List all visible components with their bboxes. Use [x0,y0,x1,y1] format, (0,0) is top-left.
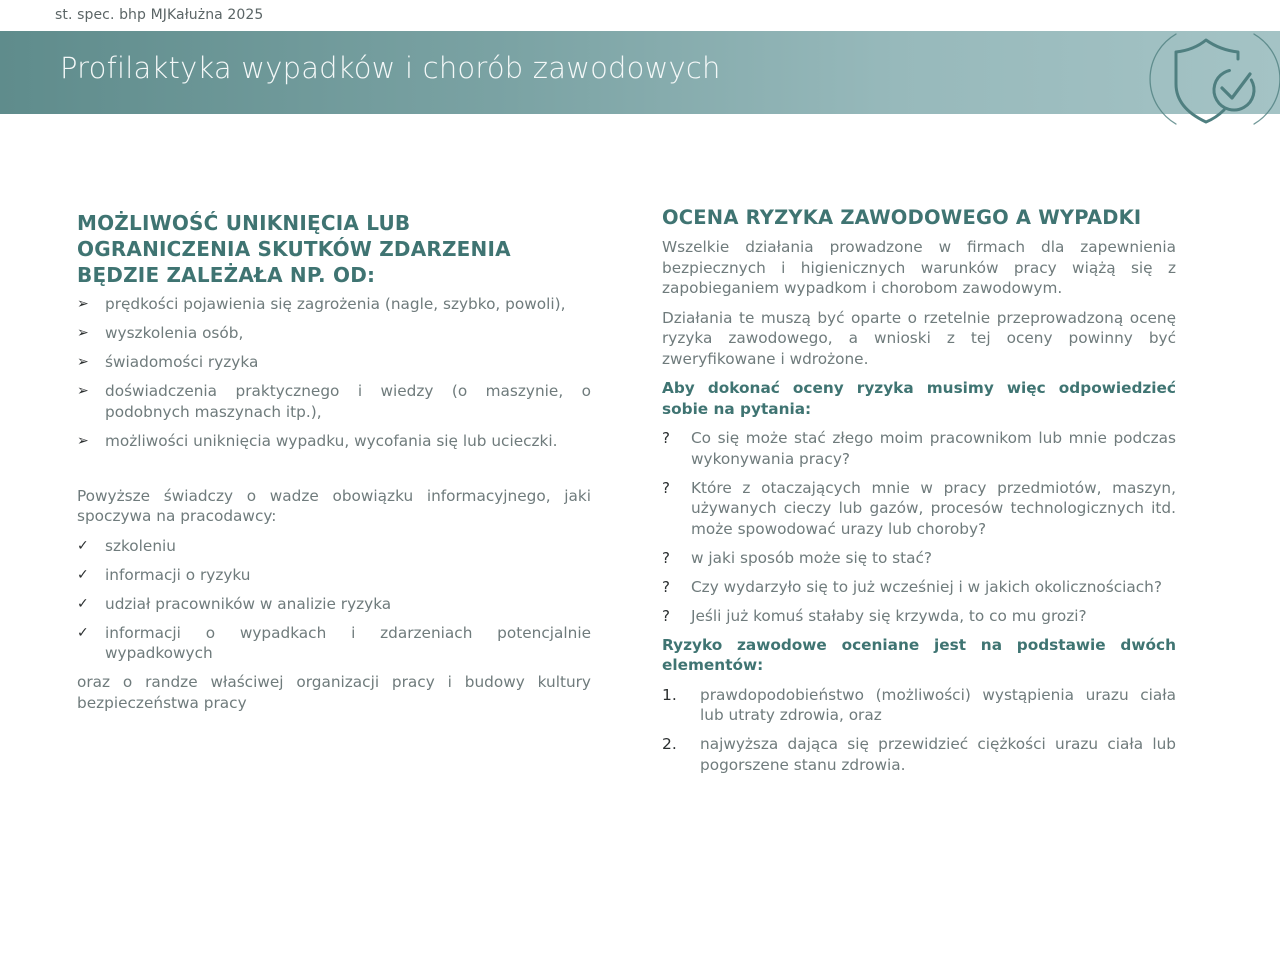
paragraph: Działania te muszą być oparte o rzetelnie przeprowadzoną ocenę ryzyka zawodowego, a wnioski z tej oceny powinny być zweryfikowane i wdrożone. [662,308,1176,368]
list-item [662,428,1176,469]
element-text: prawdopodobieństwo (możliwości) wystąpienia urazu ciała lub utraty zdrowia, oraz [700,685,1176,724]
arrow-bullet-icon: ➢ [77,325,89,341]
list-item [662,548,1176,569]
duty-intro: Powyższe świadczy o wadze obowiązku informacyjnego, jaki spoczywa na pracodawcy: [77,486,591,525]
duty-text: informacji o wypadkach i zdarzeniach potencjalnie wypadkowych [105,623,591,662]
check-bullet-icon: ✓ [77,595,89,612]
right-heading: OCENA RYZYKA ZAWODOWEGO A WYPADKI [662,206,1142,229]
duty-text: informacji o ryzyku [105,565,251,584]
list-item [77,536,591,557]
factor-text: prędkości pojawienia się zagrożenia (nagle, szybko, powoli), [105,295,566,313]
question-mark-icon: ? [662,478,670,497]
author-line: st. spec. bhp MJKałużna 2025 [55,7,264,23]
badge-ring [1150,34,1176,124]
item-number: 1. [662,685,677,704]
list-item [77,565,591,586]
list-item [662,685,1176,726]
question-mark-icon: ? [662,429,670,447]
arrow-bullet-icon: ➢ [77,383,89,399]
list-item [77,431,591,452]
elements-intro: Ryzyko zawodowe oceniane jest na podstawie dwóch elementów: [662,635,1176,674]
question-text: Co się może stać złego moim pracownikom lub mnie podczas wykonywania pracy? [691,429,1176,468]
elements-list [662,685,1176,776]
duty-text: udział pracowników w analizie ryzyka [105,594,392,613]
check-bullet-icon: ✓ [77,537,89,554]
question-text: Jeśli już komuś stałaby się krzywda, to co mu grozi? [691,606,1087,625]
factors-list [77,294,591,451]
check-bullet-icon: ✓ [77,566,89,583]
list-item [77,623,591,664]
factor-text: doświadczenia praktycznego i wiedzy (o maszynie, o podobnych maszynach itp.), [105,382,591,421]
factor-text: świadomości ryzyka [105,353,259,371]
question-mark-icon: ? [662,606,670,625]
list-item [77,323,591,344]
left-heading-line: MOŻLIWOŚĆ UNIKNIĘCIA LUB [77,211,411,235]
check-bullet-icon: ✓ [77,624,89,641]
list-item [662,478,1176,540]
list-item [77,352,591,373]
question-mark-icon: ? [662,577,670,596]
question-text: Które z otaczających mnie w pracy przedmiotów, maszyn, używanych cieczy lub gazów, procesów technologicznych itd. może spowodować urazy lub choroby? [691,478,1176,538]
duties-list [77,536,591,664]
arrow-bullet-icon: ➢ [77,296,89,312]
check-circle [1207,63,1262,118]
list-item [662,734,1176,775]
questions-list [662,428,1176,626]
factor-text: możliwości uniknięcia wypadku, wycofania się lub ucieczki. [105,431,558,450]
shield-check-icon [1148,26,1280,130]
question-text: w jaki sposób może się to stać? [691,548,933,567]
element-text: najwyższa dająca się przewidzieć ciężkości urazu ciała lub pogorszene stanu zdrowia. [700,735,1176,774]
questions-intro: Aby dokonać oceny ryzyka musimy więc odpowiedzieć sobie na pytania: [662,379,1176,418]
closing-text: oraz o randze właściwej organizacji pracy i budowy kultury bezpieczeństwa pracy [77,673,591,712]
arrow-bullet-icon: ➢ [77,432,89,449]
list-item [77,294,591,315]
factor-text: wyszkolenia osób, [105,324,244,342]
check-mark [1222,74,1250,98]
question-text: Czy wydarzyło się to już wcześniej i w jakich okolicznościach? [691,577,1162,596]
paragraph: Wszelkie działania prowadzone w firmach dla zapewnienia bezpiecznych i higienicznych warunków pracy wiążą się z zapobieganiem wypadkom i chorobom zawodowym. [662,238,1176,297]
list-item [77,381,591,422]
question-mark-icon: ? [662,548,670,567]
page-title: Profilaktyka wypadków i chorób zawodowych [60,51,721,85]
badge-ring-right [1254,34,1280,124]
arrow-bullet-icon: ➢ [77,354,89,370]
list-item [77,594,591,615]
left-heading-line: OGRANICZENIA SKUTKÓW ZDARZENIA [77,237,511,261]
list-item [662,577,1176,598]
list-item [662,606,1176,627]
left-column [77,210,591,722]
left-heading-line: BĘDZIE ZALEŻAŁA NP. OD: [77,263,376,287]
item-number: 2. [662,735,677,753]
left-heading [77,210,591,288]
right-column [662,205,1176,784]
duty-text: szkoleniu [105,536,176,555]
